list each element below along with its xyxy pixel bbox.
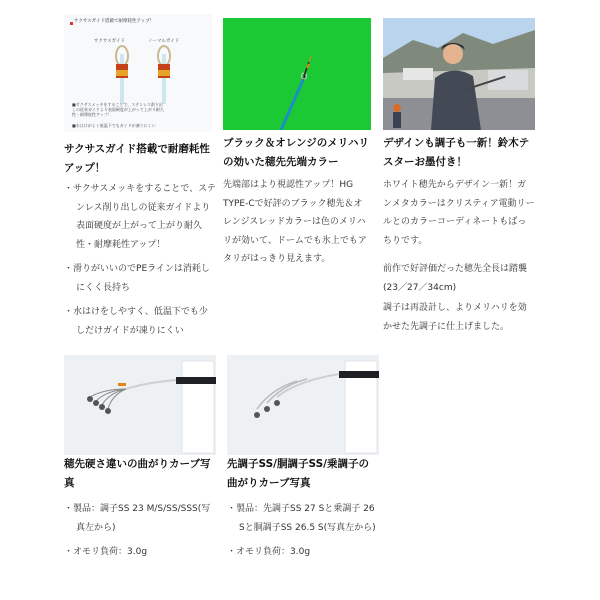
- col2-body: 先端部はより視認性アップ！HG TYPE-Cで好評のブラック穂先＆オレンジスレッドカラーは色のメリハリが効いて、ドームでも氷上でもアタリがはっきり見えます。: [223, 180, 367, 264]
- photo-title: サクサスガイド搭載で耐摩耗性アップ！: [74, 19, 155, 24]
- list-item: ・ オモリ負荷：3.0g: [227, 543, 379, 562]
- col2-heading: ブラック＆オレンジのメリハリの効いた穂先先端カラー: [223, 137, 369, 168]
- list-item: ・ オモリ負荷：3.0g: [64, 543, 216, 562]
- photo-label-normal: ノーマルガイド: [148, 39, 180, 44]
- bend-curve-photo-left: [64, 355, 216, 455]
- col1-heading: サクサスガイド搭載で耐磨耗性アップ！: [64, 143, 210, 174]
- bottom-left-bullet-list: [64, 500, 216, 568]
- col1-bullet-list: [64, 180, 216, 346]
- list-item: ・ サクサスメッキをすることで、ステンレス削り出しの従来ガイドより表面硬度が上がって上がり耐久性・耐摩耗性アップ！: [64, 180, 216, 254]
- rod-tip-green-photo: [223, 18, 371, 130]
- bottom-right-bullet-list: [227, 500, 379, 568]
- list-item: ・ 製品：調子SS 23 M/S/SS/SSS(写真左から): [64, 500, 216, 537]
- photo-caption-2: ■水はけがよく低温下でもガイドが凍りにくい: [72, 123, 156, 128]
- col3-heading: デザインも調子も一新！鈴木テスターお墨付き！: [383, 137, 530, 168]
- photo-label-sakusas: サクサスガイド: [94, 39, 126, 44]
- bend-curve-photo-right: [227, 355, 379, 455]
- bottom-right-heading: 先調子SS/胴調子SS/乗調子の曲がりカーブ写真: [227, 458, 369, 489]
- bottom-left-heading: 穂先硬さ違いの曲がりカーブ写真: [64, 458, 211, 489]
- photo-caption-1: ■サクサスメッキをすることで、ステンレス削り出しの従来ガイドより表面硬度が上がって上がり耐久性・耐摩耗性アップ！: [72, 102, 164, 117]
- tester-photo: [383, 18, 535, 130]
- col3-body-3: 調子は再設計し、よりメリハリを効かせた先調子に仕上げました。: [383, 303, 527, 332]
- col3-body-2: 前作で好評価だった穂先全長は踏襲(23／27／34cm): [383, 264, 528, 293]
- col3-body-1: ホワイト穂先からデザイン一新！ガンメタカラーはクリスティア電動リールとのカラーコーディネートもばっちりです。: [383, 180, 535, 246]
- guide-comparison-photo: [64, 14, 212, 132]
- list-item: ・ 滑りがいいのでPEラインは消耗しにくく長持ち: [64, 260, 216, 297]
- list-item: ・ 製品：先調子SS 27 Sと乗調子 26 Sと胴調子SS 26.5 S(写真左から): [227, 500, 379, 537]
- list-item: ・ 水はけをしやすく、低温下でも少しだけガイドが凍りにくい: [64, 303, 216, 340]
